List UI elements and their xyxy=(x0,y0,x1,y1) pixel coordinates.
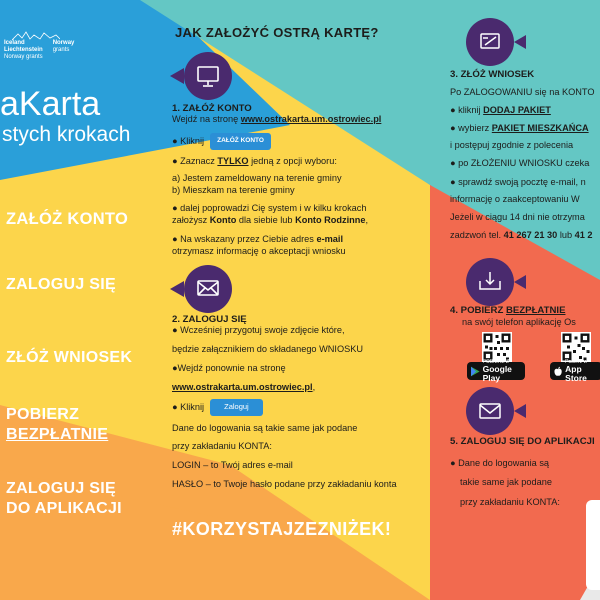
step1-only-text: TYLKO xyxy=(217,155,249,166)
step1-konto-rodzinne: Konto Rodzinne xyxy=(295,214,366,225)
step1-email: e-mail xyxy=(316,234,344,245)
step5-block xyxy=(450,436,595,508)
skyline-logo-graphic xyxy=(12,30,60,42)
step2-heading: 2. ZALOGUJ SIĘ xyxy=(172,314,247,325)
step2-line5-text: ● Kliknij xyxy=(172,401,205,412)
brand-subtitle: stych krokach xyxy=(2,123,131,146)
step2-block xyxy=(172,314,397,490)
step3-line9-pre: zadzwoń tel. xyxy=(450,229,504,240)
logo-norway-grants: Norway grants xyxy=(4,53,43,60)
step3-line7: informację o zaakceptowaniu W xyxy=(450,193,580,204)
step5-icon-marker xyxy=(450,387,532,440)
logo-norway: Norway xyxy=(52,40,75,46)
step2-website-link[interactable]: www.ostrakarta.um.ostrowiec.pl xyxy=(172,381,313,392)
step5-line3: przy zakładaniu KONTA: xyxy=(460,496,560,507)
apple-icon xyxy=(554,366,562,377)
step3-phone-1: 41 267 21 30 xyxy=(503,229,558,240)
step1-line3-text: ● Zaznacz xyxy=(172,155,218,166)
step5-line1: ● Dane do logowania są xyxy=(450,457,550,468)
logo-liechtenstein: Liechtenstein xyxy=(4,46,43,53)
login-button[interactable]: Zaloguj xyxy=(210,399,263,416)
step2-line6: Dane do logowania są takie same jak podane xyxy=(172,422,358,433)
step1-option-b: b) Mieszkam na terenie gminy xyxy=(172,184,295,195)
brand-title: aKarta xyxy=(0,85,101,123)
google-play-small: POBIERZ Z xyxy=(482,359,510,365)
step2-line9: HASŁO – to Twoje hasło podane przy zakładaniu konta xyxy=(172,479,397,490)
step3-line4: i postępuj zgodnie z polecenia xyxy=(450,139,574,150)
logo-grants: grants xyxy=(52,46,70,53)
step3-line8: Jeżeli w ciągu 14 dni nie otrzyma xyxy=(450,211,585,222)
left-step-4-line1: POBIERZ xyxy=(6,406,80,423)
eea-grants-logo xyxy=(4,40,74,61)
step2-line3: ●Wejdź ponownie na stronę xyxy=(172,363,286,374)
step2-line2: będzie załącznikiem do składanego WNIOSKU xyxy=(172,344,363,355)
google-play-badge[interactable] xyxy=(467,359,525,383)
step4-icon-marker xyxy=(450,258,532,311)
step4-heading-free: BEZPŁATNIE xyxy=(505,305,566,316)
step2-line4-post: , xyxy=(312,381,316,392)
step1-konto: Konto xyxy=(209,214,237,225)
step3-line1: Po ZALOGOWANIU się na KONTO xyxy=(450,86,595,97)
app-store-small: Pobierz w xyxy=(565,359,588,365)
step4-block xyxy=(450,305,576,328)
step1-line6: ● dalej poprowadzi Cię system i w kilku krokach xyxy=(172,203,367,214)
step1-line2 xyxy=(172,133,381,149)
step1-line7-pre: założysz xyxy=(172,214,210,225)
left-step-3: ZŁÓŻ WNIOSEK xyxy=(6,349,133,366)
step3-line2-pre: ● kliknij xyxy=(450,104,484,115)
step1-line7 xyxy=(172,215,381,227)
step3-icon-marker xyxy=(450,18,532,71)
step3-line6: ● sprawdź swoją pocztę e-mail, n xyxy=(450,176,586,187)
step4-heading-pre: 4. POBIERZ xyxy=(450,305,506,316)
step3-line9-mid: lub xyxy=(557,229,575,240)
step1-heading: 1. ZAŁÓŻ KONTO xyxy=(172,103,252,114)
step5-heading: 5. ZALOGUJ SIĘ DO APLIKACJI xyxy=(450,436,595,447)
step2-line7: przy zakładaniu KONTA: xyxy=(172,441,272,452)
hashtag: #KORZYSTAJZEZNIŻEK! xyxy=(172,519,392,539)
step2-line1: ● Wcześniej przygotuj swoje zdjęcie które, xyxy=(172,325,345,336)
step1-line7-mid: dla siebie lub xyxy=(236,214,296,225)
qr-code-icon[interactable] xyxy=(561,332,591,362)
step5-line2: takie same jak podane xyxy=(460,477,552,488)
step1-line1-text: Wejdź na stronę xyxy=(172,113,241,124)
step2-line5 xyxy=(172,399,397,416)
step1-line3-post: jedną z opcji wyboru: xyxy=(248,155,337,166)
create-account-button[interactable]: ZAŁÓŻ KONTO xyxy=(210,133,271,149)
step3-line3 xyxy=(450,123,594,134)
step3-add-package: DODAJ PAKIET xyxy=(483,104,551,115)
step3-line9 xyxy=(450,230,594,241)
step4-line1: na swój telefon aplikację Os xyxy=(462,316,576,327)
step1-icon-marker xyxy=(170,52,248,105)
step3-heading: 3. ZŁÓŻ WNIOSEK xyxy=(450,69,535,80)
step2-line4 xyxy=(172,382,397,393)
logo-iceland: Iceland xyxy=(4,40,25,46)
step1-website-link[interactable]: www.ostrakarta.um.ostrowiec.pl xyxy=(240,113,382,124)
left-step-4-line2: BEZPŁATNIE xyxy=(6,426,109,443)
step2-line8: LOGIN – to Twój adres e-mail xyxy=(172,460,293,471)
step3-phone-2: 41 2 xyxy=(574,229,593,240)
left-step-2: ZALOGUJ SIĘ xyxy=(6,276,116,293)
step3-line2 xyxy=(450,105,594,116)
step1-line2-text: ● Kliknij xyxy=(172,135,205,146)
step1-line9: otrzymasz informację o akceptacji wniosku xyxy=(172,245,346,256)
left-step-5 xyxy=(6,479,122,519)
step3-line3-pre: ● wybierz xyxy=(450,122,492,133)
left-step-1: ZAŁÓŻ KONTO xyxy=(6,210,129,228)
step1-line7-post: , xyxy=(365,214,369,225)
main-title: JAK ZAŁOŻYĆ OSTRĄ KARTĘ? xyxy=(175,25,379,40)
google-play-icon xyxy=(471,366,480,377)
google-play-label: Google Play xyxy=(482,364,512,383)
step4-heading xyxy=(450,305,576,317)
step1-block xyxy=(172,103,381,257)
app-store-label: App Store xyxy=(565,364,587,383)
step3-line5: ● po ZŁOŻENIU WNIOSKU czeka xyxy=(450,157,590,168)
step1-line8 xyxy=(172,234,381,246)
qr-code-icon[interactable] xyxy=(482,332,512,362)
left-step-5-line1: ZALOGUJ SIĘ xyxy=(6,480,116,497)
app-store-badge[interactable] xyxy=(550,359,600,383)
left-step-4 xyxy=(6,405,108,445)
step3-resident-package: PAKIET MIESZKAŃCA xyxy=(491,122,589,133)
step1-line1 xyxy=(172,114,381,126)
step2-icon-marker xyxy=(170,265,248,318)
step1-line3 xyxy=(172,156,381,168)
step1-option-a: a) Jestem zameldowany na terenie gminy xyxy=(172,173,342,184)
step1-line8-pre: ● Na wskazany przez Ciebie adres xyxy=(172,234,317,245)
phone-mockup-edge xyxy=(586,500,600,590)
step3-block xyxy=(450,69,594,241)
left-step-5-line2: DO APLIKACJI xyxy=(6,500,122,517)
